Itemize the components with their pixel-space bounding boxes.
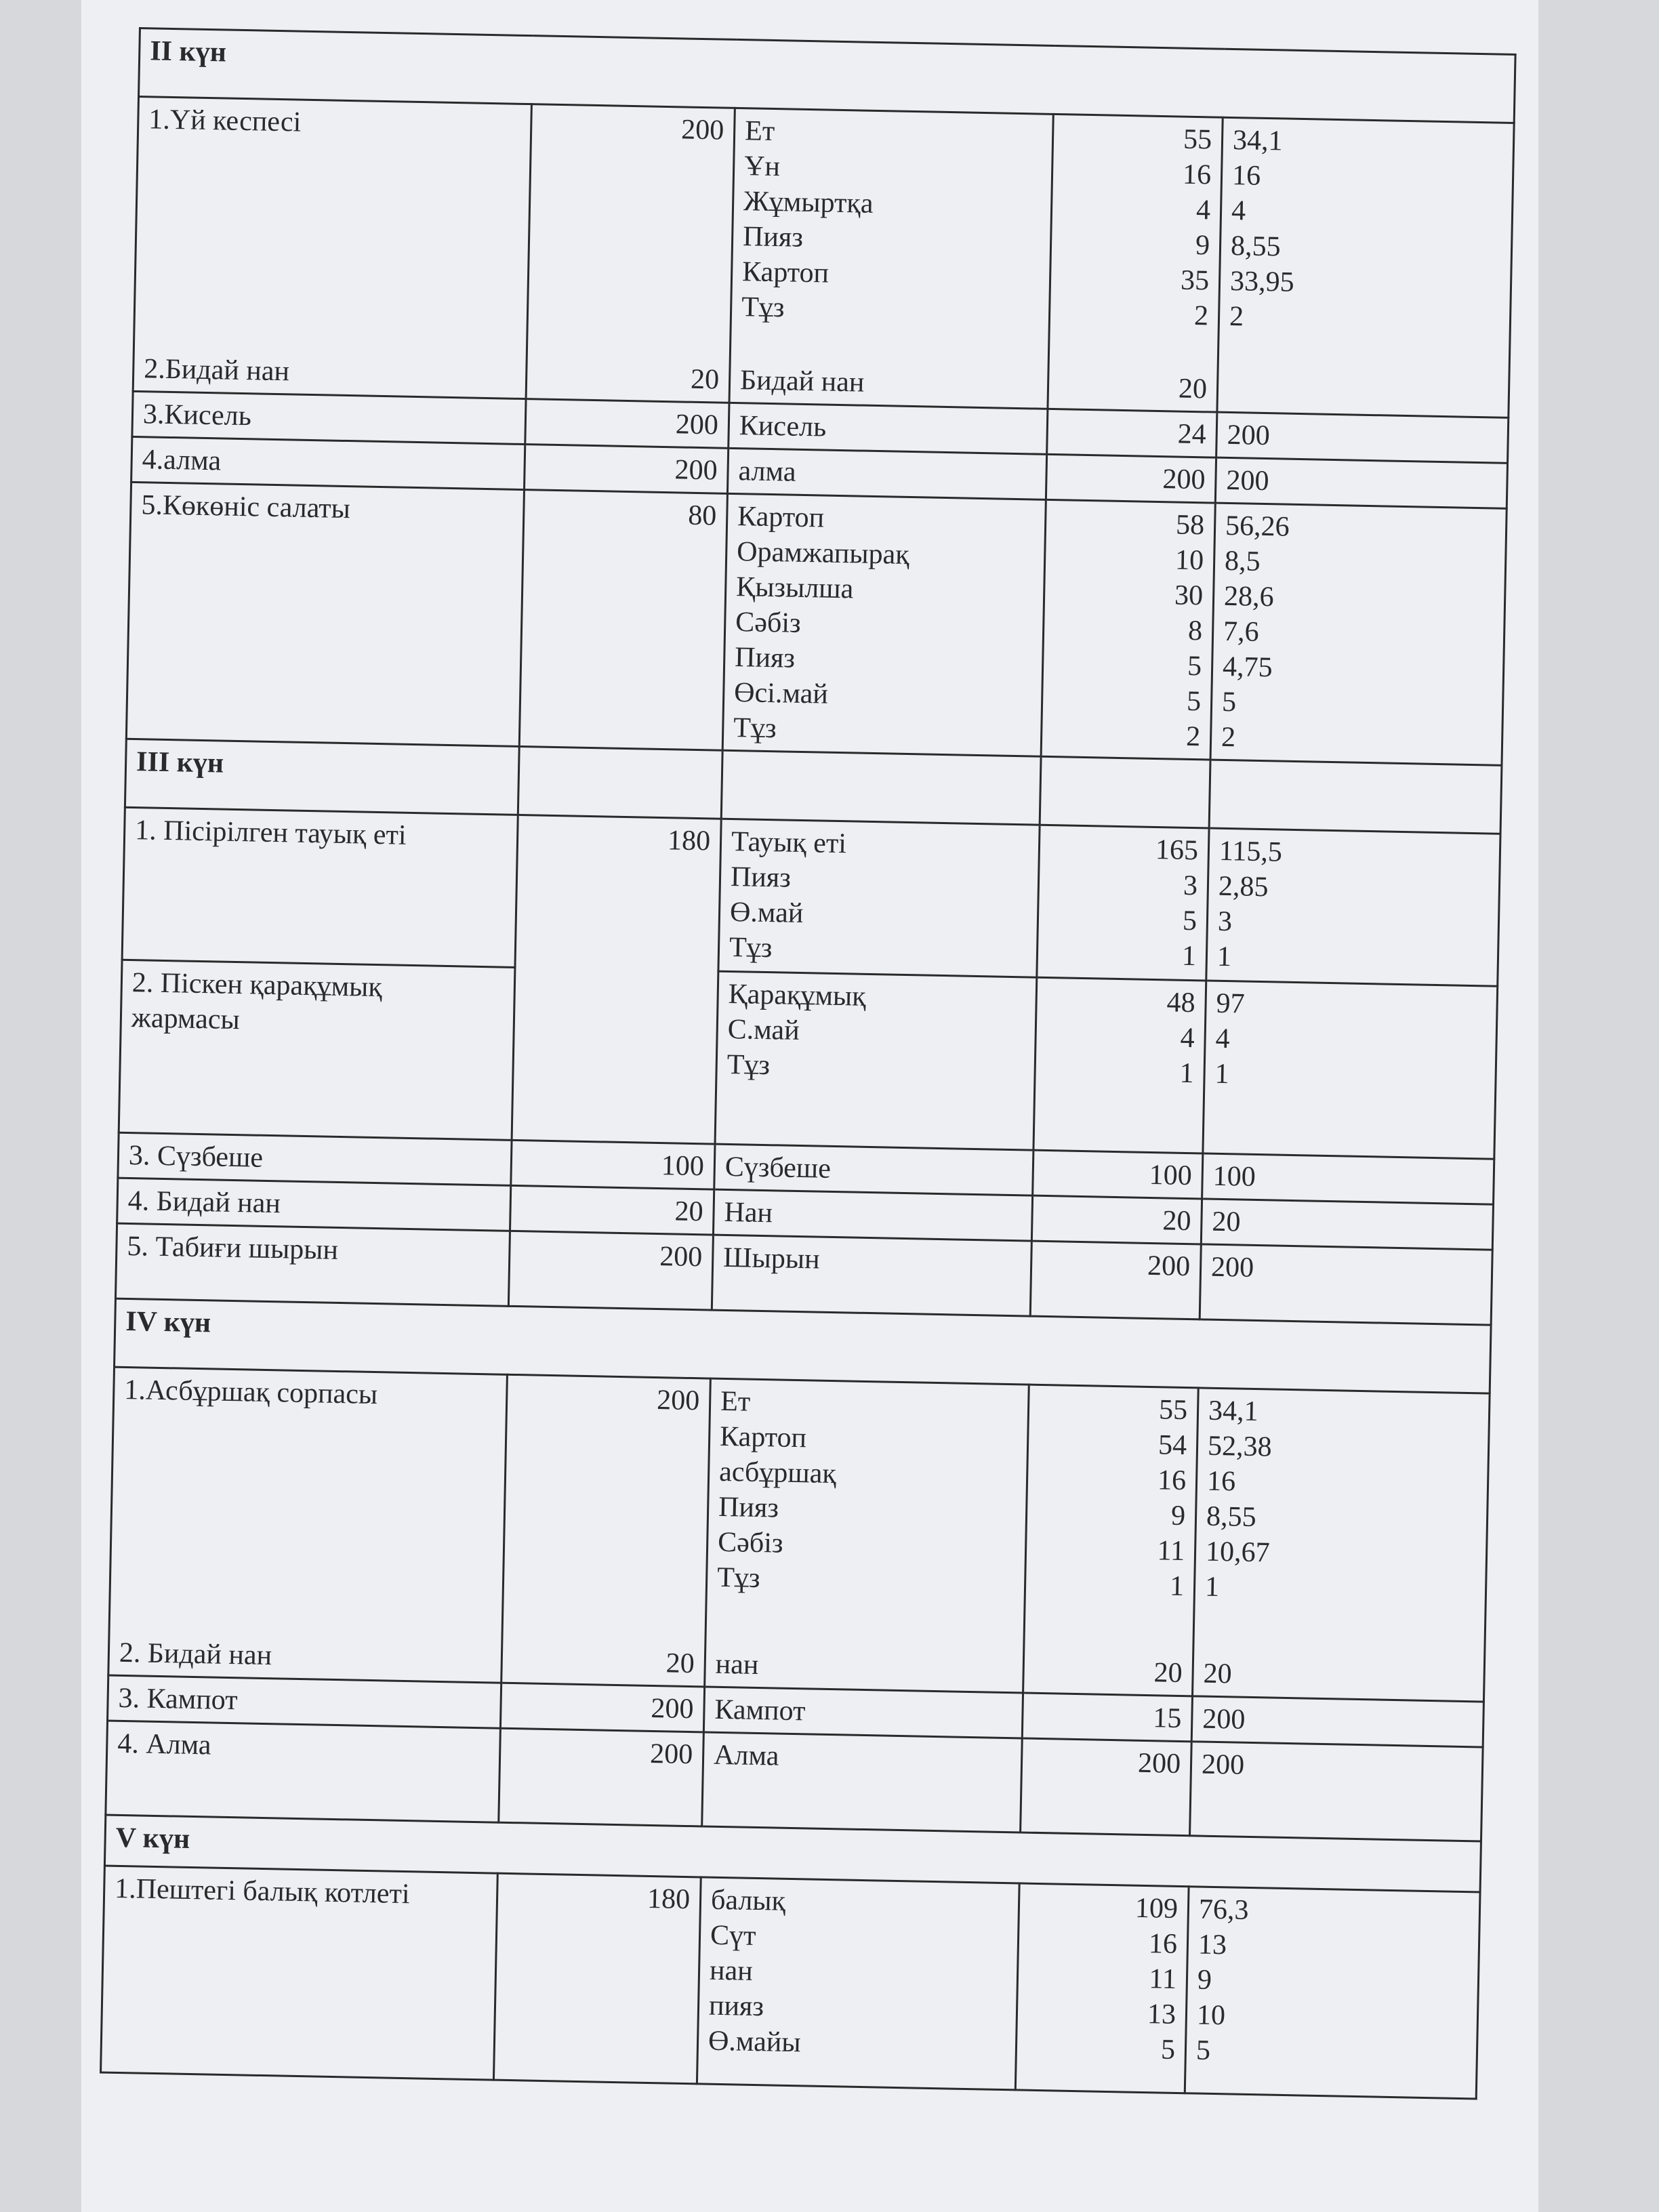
gross-value: 15 <box>1022 1693 1192 1742</box>
ingredient-name: Бидай нан <box>739 365 865 398</box>
ingredient-name: Кампот <box>703 1687 1023 1738</box>
gross-value: 200 <box>1030 1241 1201 1319</box>
gross-value: 24 <box>1047 409 1217 457</box>
gross-cell: 48 4 1 <box>1033 977 1206 1153</box>
dish-name: 4.алма <box>131 436 525 489</box>
net-value: 20 <box>1201 1199 1493 1250</box>
ingredient-name: Сүзбеше <box>714 1144 1033 1195</box>
output-cell: 200 20 <box>526 104 735 403</box>
ingredient-name: Нан <box>713 1189 1032 1241</box>
net-value: 200 <box>1191 1696 1483 1747</box>
output-value: 20 <box>665 1647 695 1680</box>
ingredient-name: Кисель <box>729 403 1048 454</box>
dish-name: 4. Бидай нан <box>117 1178 511 1231</box>
output-value: 80 <box>519 490 727 751</box>
output-cell: 200 20 <box>501 1374 711 1687</box>
dish-name: 4. Алма <box>106 1721 501 1822</box>
empty-cell <box>1040 756 1210 828</box>
dish-name: 1.Пештегі балық котлеті <box>101 1866 498 2080</box>
dish-name: 5.Көкөніс салаты <box>126 482 524 746</box>
dish-name: 2. Піскен қарақұмық <box>131 967 383 1004</box>
dish-name: 2. Бидай нан <box>119 1637 272 1672</box>
dish-name: 2.Бидай нан <box>143 353 290 388</box>
dish-name: 3. Кампот <box>108 1675 501 1728</box>
ingredient-name: Алма <box>702 1732 1023 1832</box>
table-row <box>122 807 1500 986</box>
table-row <box>126 482 1507 765</box>
output-value: 20 <box>690 363 720 396</box>
ingredients-cell: балық Сүт нан пияз Ө.майы <box>697 1877 1019 2090</box>
table-row <box>133 97 1514 418</box>
ingredient-name: Шырын <box>712 1235 1031 1316</box>
output-value: 200 <box>500 1683 704 1732</box>
gross-cell: 165 3 5 1 <box>1037 825 1209 981</box>
net-value: 20 <box>1203 1658 1233 1690</box>
net-value: 200 <box>1216 412 1509 463</box>
day-title: II күн <box>139 28 1516 123</box>
output-value: 180 <box>493 1873 701 2084</box>
dish-cell: 1.Үй кеспесі 2.Бидай нан <box>133 97 531 399</box>
table-row <box>119 960 1498 1159</box>
dish-name: 5. Табиғи шырын <box>115 1223 510 1306</box>
dish-name: 3.Кисель <box>132 391 526 444</box>
output-value: 200 <box>508 1231 713 1310</box>
table-row <box>101 1866 1480 2099</box>
ingredients-cell: Қарақұмық С.май Тұз <box>715 971 1037 1150</box>
output-value: 200 <box>525 399 729 449</box>
ingredients-cell: Картоп Орамжапырақ Қызылша Сәбіз Пияз Өсі.май Тұз <box>722 493 1046 756</box>
gross-value: 200 <box>1046 454 1216 503</box>
day-title: III күн <box>125 739 519 815</box>
net-value: 200 <box>1190 1742 1483 1841</box>
ingredients-cell: Ет Картоп асбұршақ Пияз Сәбіз Тұз нан <box>705 1378 1029 1693</box>
dish-cell <box>119 960 515 1140</box>
empty-cell <box>518 746 722 819</box>
ingredients-cell: Тауық еті Пияз Ө.май Тұз <box>718 819 1040 977</box>
dish-name: 1. Пісірілген тауық еті <box>122 807 518 967</box>
net-cell: 76,3 13 9 10 5 <box>1185 1887 1480 2099</box>
output-value: 200 <box>525 445 729 494</box>
gross-value: 200 <box>1021 1738 1192 1836</box>
table-row <box>108 1367 1490 1702</box>
net-cell: 34,1 16 4 8,55 33,95 2 <box>1217 117 1514 417</box>
dish-cell: 1.Асбұршақ сорпасы 2. Бидай нан <box>108 1367 508 1683</box>
net-value: 100 <box>1202 1153 1494 1204</box>
output-value: 20 <box>510 1185 714 1235</box>
gross-value: 20 <box>1153 1657 1183 1689</box>
net-cell: 97 4 1 <box>1203 981 1498 1159</box>
gross-cell: 109 16 11 13 5 <box>1015 1883 1189 2093</box>
output-value: 200 <box>499 1728 704 1826</box>
menu-table <box>100 27 1517 2100</box>
ingredient-name: алма <box>727 448 1046 499</box>
net-cell: 56,26 8,5 28,6 7,6 4,75 5 2 <box>1210 503 1507 765</box>
day-title: IV күн <box>115 1298 1492 1393</box>
net-cell: 34,1 52,38 16 8,55 10,67 1 20 <box>1193 1388 1490 1702</box>
day-title: V күн <box>104 1815 1481 1892</box>
gross-value: 100 <box>1033 1150 1203 1199</box>
gross-cell: 55 54 16 9 11 1 20 <box>1023 1385 1199 1696</box>
gross-value: 20 <box>1178 373 1208 405</box>
gross-cell: 58 10 30 8 5 5 2 <box>1041 499 1215 760</box>
net-value: 200 <box>1215 457 1507 508</box>
empty-cell <box>721 750 1041 825</box>
gross-value: 20 <box>1031 1195 1202 1244</box>
empty-cell <box>1209 760 1502 834</box>
output-value: 100 <box>511 1140 715 1189</box>
gross-cell: 55 16 4 9 35 2 20 <box>1048 114 1223 412</box>
ingredients-cell: Ет Ұн Жұмыртқа Пияз Картоп Тұз Бидай нан <box>729 108 1053 409</box>
net-cell: 115,5 2,85 3 1 <box>1206 828 1500 986</box>
ingredient-name: нан <box>715 1648 759 1681</box>
net-value: 200 <box>1200 1244 1492 1325</box>
dish-name: 3. Сүзбеше <box>118 1132 512 1185</box>
dish-name: жармасы <box>131 1002 241 1036</box>
output-value: 180 <box>512 815 721 1144</box>
